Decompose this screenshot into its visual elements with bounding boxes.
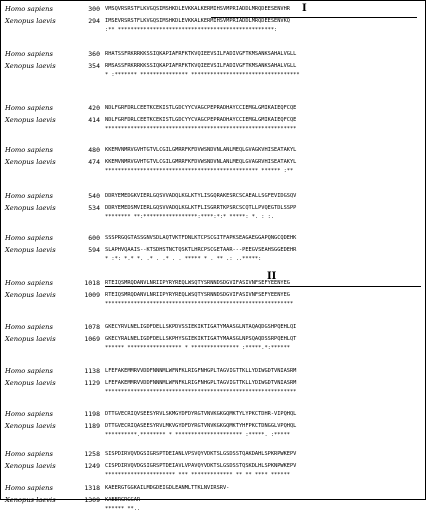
consensus-line: :** *************************************************: [105,27,278,33]
species-name: Xenopus laevis [5,462,56,470]
species-name: Xenopus laevis [5,335,56,343]
consensus-line: ************************************************************ [105,389,297,395]
sequence-text: NDLFGRFDRLCEETKCEKISTLGDCYYCVAGCPEPRADHAYCCIEMGLGMIKAIEQFCQE [105,117,297,123]
species-name: Xenopus laevis [5,62,56,70]
sequence-text: DDRYEMEDSMVIERLGQSVVADQLKGLKTFLISGRRTKPSRCSCQTLLPVQEGTDLSSPP [105,205,297,211]
sequence-text: RHATSSFRKRRKKSSIQKAPIAFRFKTKVQIEEVSILFADIVGFTKMSANKSAHALVGLL [105,51,297,57]
residue-start-number: 294 [88,17,100,25]
species-name: Homo sapiens [5,192,53,200]
domain-label: II [267,271,277,282]
residue-start-number: 300 [88,5,100,13]
species-name: Homo sapiens [5,104,53,112]
residue-start-number: 1249 [84,462,100,470]
species-name: Xenopus laevis [5,246,56,254]
domain-bar [105,286,421,287]
sequence-text: DTTGVECRIQVSEESYRVLSKMGYDFDYRGTVNVKGKGQMKTYLYPKCTDHR-VIPQHQL [105,411,297,417]
sequence-text: KKEMVNMRVGVHTGTVLCGILGMRRFKFDVWSNDVNLANLMEQLGVAGKVHISEATAKYL [105,147,297,153]
sequence-text: RMSASSFRKRRKKSSIQKAPIAFRFKTKVQIEEVSILFADIVGFTKMSANKSAHALVGLL [105,63,297,69]
residue-start-number: 594 [88,246,100,254]
species-name: Xenopus laevis [5,422,56,430]
residue-start-number: 474 [88,158,100,166]
species-name: Xenopus laevis [5,116,56,124]
species-name: Homo sapiens [5,410,53,418]
sequence-text: LFEFAKEMMRVVDDFNNNMLWFNFKLRIGFNHGPLTAGVIGTTKLLYDIWGDTVNIASRM [105,368,297,374]
species-name: Homo sapiens [5,323,53,331]
species-name: Xenopus laevis [5,204,56,212]
sequence-text: SLAPHVQAAIS--KTSDHSTNCTQSKTLHRCPSCGETAAR---PEEGVSEAHSGGEDEHR [105,247,297,253]
domain-label: I [302,3,307,14]
species-name: Homo sapiens [5,50,53,58]
residue-start-number: 1189 [84,422,100,430]
residue-start-number: 600 [88,234,100,242]
consensus-line: *********************************************************** [105,301,294,307]
residue-start-number: 1078 [84,323,100,331]
species-name: Homo sapiens [5,450,53,458]
domain-bar [211,17,417,18]
residue-start-number: 1009 [84,291,100,299]
sequence-text: GKECYRALNELIGDFDELLSKPHYSGIEKIKTIGATYMAASGLNPSQAQDSSRPQEHLQT [105,336,297,342]
species-name: Xenopus laevis [5,17,56,25]
residue-start-number: 1129 [84,379,100,387]
species-name: Xenopus laevis [5,291,56,299]
residue-start-number: 1018 [84,279,100,287]
sequence-text: SISPDIRVQVDGSIGRSPTDEIANLVPSVQYVDKTSLGSDSSTQAKDAHLSPKRPWKEPV [105,451,297,457]
sequence-text: KAEERGRGGAR----------------------------- [105,497,233,503]
consensus-line: ************************************************ ****** :** [105,168,294,174]
residue-start-number: 480 [88,146,100,154]
consensus-line: ********************** *** ************* ** ** **** ****** [105,472,290,478]
residue-start-number: 1258 [84,450,100,458]
residue-start-number: 540 [88,192,100,200]
sequence-text: IMSEVRSRSTFLKVGQSIMSHKDLEVKKALKERMIHSVMPRIADDLMRQDEESENVKQ [105,18,290,24]
sequence-text: LFEFAKEMMRVVDDFNNNMLWFNFKLRIGFNHGPLTAGVIGTTKLLYDIWGDTVNIASRM [105,380,297,386]
residue-start-number: 1318 [84,484,100,492]
sequence-text: RTEIQSMRQDANVLNRIIPYRYREQLWSQTYSRNNDSDGVIFASIVNFSEFYEENYEG [105,280,290,286]
sequence-text: VMSQVRSRSTFLKVGQSIMSHKDLEVKKALKERMIHSVMPRIADDLMRQDEESENVHR [105,6,290,12]
residue-start-number: 1138 [84,367,100,375]
residue-start-number: 414 [88,116,100,124]
residue-start-number: 420 [88,104,100,112]
consensus-line: ****** **.. [105,506,141,512]
sequence-text: DTTGVECRIQASEESYRVLMKVGYDFDYRGTVNVKGKGQMKTYHFPKCTDNGGLVPQHQL [105,423,297,429]
sequence-text: KKEMVNMRVGVHTGTVLCGILGMRRFKFDVWSNDVNLANLMEQLGVAGRVHISEATAKYL [105,159,297,165]
species-name: Homo sapiens [5,234,53,242]
species-name: Homo sapiens [5,5,53,13]
species-name: Xenopus laevis [5,158,56,166]
sequence-text: NDLFGRFDRLCEETKCEKISTLGDCYYCVAGCPEPRADHAYCCIEMGLGMIKAIEQFCQE [105,105,297,111]
species-name: Homo sapiens [5,367,53,375]
consensus-line: ************************************************************ [105,126,297,132]
species-name: Xenopus laevis [5,496,56,504]
residue-start-number: 1069 [84,335,100,343]
consensus-line: ******** **:*****************:****:*:* *****: *. : :. [105,214,275,220]
consensus-line: **********.******** * ********************* :*****. :***** [105,432,290,438]
species-name: Homo sapiens [5,279,53,287]
sequence-text: GKECYRVLNELIGDFDELLSKPDVSSIEKIKTIGATYMAASGLNTAQAQDGSHPQEHLQI [105,324,297,330]
sequence-text: DDRYEMEDGKVIERLGQSVVADQLKGLKTYLISGQRAKESRCSCAEALLSGFEVIDGSQV [105,193,297,199]
sequence-text: KAEERGTGGKAILMDGDEIGDLEANMLTTKLNVIRSRV- [105,485,230,491]
consensus-line: * :*: *.* *. .* . .* . . ***** * . ** .: ..*****: [105,256,262,262]
species-name: Homo sapiens [5,484,53,492]
residue-start-number: 360 [88,50,100,58]
residue-start-number: 1198 [84,410,100,418]
sequence-text: RTEIQSMRQDANVLNRIIPYRYREQLWSQTYSRNNDSDGVIFASIVNFSEFYEENYEG [105,292,290,298]
residue-start-number: 354 [88,62,100,70]
sequence-text: CISPDIRVQVDGSIGRSPTDEIAVLVPAVQYVDKTSLGSDSSTQSKDLHLSPKNPWKEPV [105,463,297,469]
sequence-text: SSSPRGQGTASSGNVSDLAQTVKTFDNLKTCPSCGITFAPKSEAGAEGGAPQNGCQDEHK [105,235,297,241]
residue-start-number: 1309 [84,496,100,504]
residue-start-number: 534 [88,204,100,212]
species-name: Homo sapiens [5,146,53,154]
species-name: Xenopus laevis [5,379,56,387]
consensus-line: ****** ***************** * *************** :*****.*:****** [105,345,290,351]
consensus-line: * :******* *************** ********************************** [105,72,300,78]
